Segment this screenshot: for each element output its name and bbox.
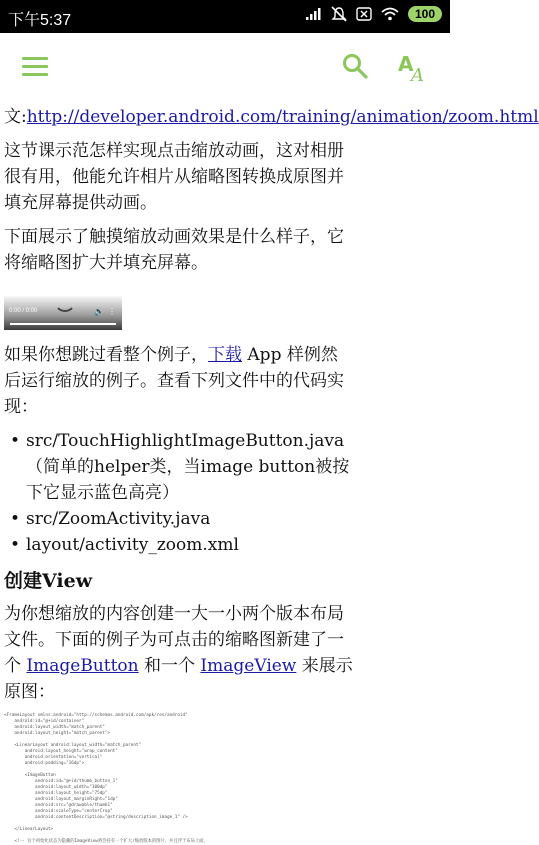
status-bar	[0, 0, 450, 33]
section-heading: 创建View	[4, 570, 93, 592]
file-list	[10, 428, 360, 558]
status-time: 下午5:37	[8, 12, 72, 29]
wifi-icon	[381, 7, 399, 21]
download-text-b: App 样例然后运行缩放的例子。查看下列文件中的代码实现：	[4, 345, 344, 417]
loading-spinner	[54, 290, 76, 312]
list-item: • src/TouchHighlightImageButton.java（简单的helper类，当image button被按下它显示蓝色高亮）	[10, 428, 360, 506]
code-block: <FrameLayout xmlns:android="http://schemas.android.com/apk/res/android" android:id="@+id/container" android:layout_width="match_parent" android:layout_height="match_parent"> <LinearLayout android:layout_width="match_parent" android:layout_height="wrap_content" android:orientation="vertical" android:padding="16dp"> <ImageButton android:id="@+id/thumb_button_1" android:layout_width="100dp" android:layout_height="75dp" android:layout_marginRight="1dp" android:src="@drawable/thumb1" android:scaleType="centerCrop" android:contentDescription="@string/description_image_1" /> </LinearLayout> <!-- 这个初始化状态为隐藏的ImageView将会持有一个扩大/缩放版本的图片，并且浮于布局上面，	[4, 713, 208, 844]
list-item: • src/ZoomActivity.java	[10, 506, 360, 532]
video-player[interactable]	[4, 296, 122, 330]
font-size-icon[interactable]	[398, 51, 428, 86]
paragraph-create-view	[4, 601, 354, 705]
create-view-text-b: 来展示原图：	[4, 656, 353, 702]
source-line	[4, 104, 539, 130]
app-bar	[0, 33, 450, 101]
imagebutton-link[interactable]: ImageButton	[26, 656, 139, 676]
search-icon[interactable]	[342, 53, 368, 79]
create-view-text-mid: 和一个	[138, 656, 201, 676]
paragraph-download	[4, 342, 354, 420]
source-link[interactable]: http://developer.android.com/training/animation/zoom.html	[26, 107, 539, 127]
video-time: 0:00 / 0:00	[9, 308, 38, 314]
mute-icon	[331, 6, 347, 22]
status-icons	[306, 6, 442, 22]
paragraph-demo: 下面展示了触摸缩放动画效果是什么样子，它将缩略图扩大并填充屏幕。	[4, 227, 344, 273]
article-content	[4, 104, 539, 844]
menu-icon[interactable]	[22, 57, 48, 79]
more-icon[interactable]: ⋮	[108, 307, 116, 316]
imageview-link[interactable]: ImageView	[200, 656, 297, 676]
download-text-a: 如果你想跳过看整个例子，	[4, 345, 208, 365]
signal-icon	[306, 8, 322, 20]
sim-off-icon	[356, 7, 372, 21]
video-progress-track[interactable]	[10, 323, 116, 325]
svg-text:A: A	[411, 65, 424, 86]
create-view-text-a: 为你想缩放的内容创建一大一小两个版本布局文件。下面的例子为可点击的缩略图新建了一个	[4, 604, 344, 676]
download-link[interactable]: 下载	[208, 345, 242, 365]
paragraph-intro: 这节课示范怎样实现点击缩放动画，这对相册很有用，他能允许相片从缩略图转换成原图并填充屏幕提供动画。	[4, 141, 344, 213]
svg-text:A: A	[398, 52, 414, 76]
volume-icon[interactable]: 🔊	[94, 307, 104, 316]
battery-indicator: 100	[408, 6, 442, 22]
list-item: • layout/activity_zoom.xml	[10, 532, 360, 558]
source-prefix: 文:	[4, 107, 27, 127]
